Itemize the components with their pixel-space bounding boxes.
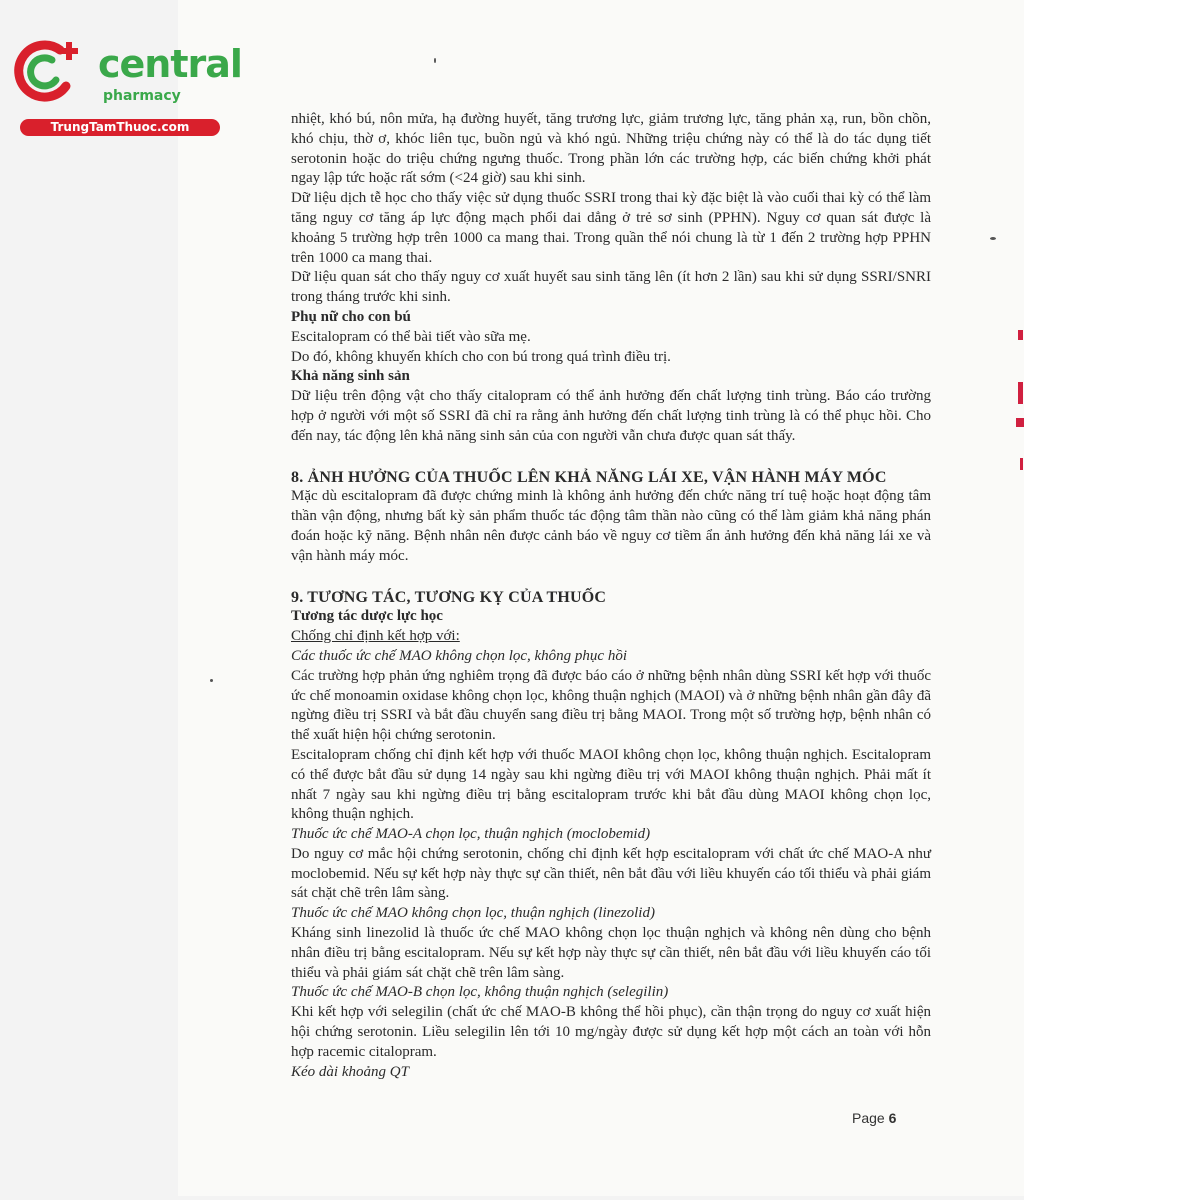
- central-pharmacy-logo-icon: [10, 38, 90, 108]
- paragraph: nhiệt, khó bú, nôn mửa, hạ đường huyết, tăng trương lực, giảm trương lực, tăng phản xạ, run, bồn chồn, khó chịu, thờ ơ, khóc liên tục, buồn ngủ và khó ngủ. Những triệu chứng này có thể là do tác dụng tiết serotonin hoặc do triệu chứng ngưng thuốc. Trong phần lớn các trường hợp, các biến chứng khởi phát ngay lập tức hoặc rất sớm (<24 giờ) sau khi sinh.: [291, 111, 931, 187]
- subheading-fertility: Khả năng sinh sản: [291, 368, 410, 385]
- page-margin: [1024, 0, 1200, 1200]
- paragraph: Escitalopram chống chỉ định kết hợp với thuốc MAOI không chọn lọc, không thuận nghịch. Escitalopram có thể được bắt đầu sử dụng 14 ngày sau khi ngừng điều trị với MAOI không thuận nghịch. Phải mất ít nhất 7 ngày sau khi ngừng điều trị bằng escitalopram trước khi bắt đầu dùng MAOI không chọn lọc, không thuận nghịch.: [291, 746, 931, 823]
- page-label: Page: [852, 1110, 885, 1126]
- scan-speck: [210, 679, 213, 682]
- page-number: [852, 1110, 896, 1126]
- paragraph: Do đó, không khuyến khích cho con bú trong quá trình điều trị.: [291, 348, 671, 365]
- italic-subheading: Kéo dài khoảng QT: [291, 1063, 409, 1080]
- logo-name: central: [98, 42, 242, 86]
- paragraph: Dữ liệu trên động vật cho thấy citalopram có thể ảnh hưởng đến chất lượng tinh trùng. Báo cáo trường hợp ở người với một số SSRI đã chỉ ra rằng ảnh hưởng đến chất lượng tinh trùng là có thể phục hồi. Cho đến nay, tác động lên khả năng sinh sản của con người vẫn chưa được quan sát thấy.: [291, 388, 931, 444]
- paragraph: Các trường hợp phản ứng nghiêm trọng đã được báo cáo ở những bệnh nhân dùng SSRI kết hợp với thuốc ức chế monoamin oxidase không chọn lọc, không thuận nghịch (MAOI) và ở những bệnh nhân gần đây đã ngừng điều trị SSRI và bắt đầu chuyển sang điều trị bằng MAOI. Trong một số trường hợp, bệnh nhân có thể xuất hiện hội chứng serotonin.: [291, 667, 931, 744]
- subheading-breastfeeding: Phụ nữ cho con bú: [291, 308, 411, 325]
- paragraph: Escitalopram có thể bài tiết vào sữa mẹ.: [291, 328, 531, 345]
- logo-url-link[interactable]: TrungTamThuoc.com: [20, 119, 220, 136]
- scan-mark: [1018, 330, 1023, 340]
- scan-speck: [990, 237, 996, 240]
- section-heading-8: 8. ẢNH HƯỞNG CỦA THUỐC LÊN KHẢ NĂNG LÁI XE, VẬN HÀNH MÁY MÓC: [291, 468, 887, 486]
- document-body: [291, 110, 931, 1082]
- paragraph: Dữ liệu dịch tễ học cho thấy việc sử dụng thuốc SSRI trong thai kỳ đặc biệt là vào cuối thai kỳ có thể làm tăng nguy cơ tăng áp lực động mạch phổi dai dẳng ở trẻ sơ sinh (PPHN). Nguy cơ quan sát được là khoảng 5 trường hợp trên 1000 ca mang thai. Trong quần thể nói chung là từ 1 đến 2 trường hợp PPHN trên 1000 ca mang thai.: [291, 190, 931, 266]
- subheading-pharmacodynamic: Tương tác dược lực học: [291, 608, 443, 625]
- brand-logo[interactable]: [10, 38, 242, 136]
- paragraph: Do nguy cơ mắc hội chứng serotonin, chống chỉ định kết hợp escitalopram với chất ức chế MAO-A như moclobemid. Nếu sự kết hợp này thực sự cần thiết, nên bắt đầu với liều khuyến cáo tối thiểu và phải giám sát chặt chẽ trên lâm sàng.: [291, 845, 931, 902]
- paragraph: Dữ liệu quan sát cho thấy nguy cơ xuất huyết sau sinh tăng lên (ít hơn 2 lần) sau khi sử dụng SSRI/SNRI trong tháng trước khi sinh.: [291, 269, 931, 306]
- paragraph: Kháng sinh linezolid là thuốc ức chế MAO không chọn lọc thuận nghịch và không nên dùng cho bệnh nhân điều trị bằng escitalopram. Nếu sự kết hợp này thực sự cần thiết, nên bắt đầu với liều khuyến cáo tối thiểu và phải giám sát chặt chẽ trên lâm sàng.: [291, 925, 931, 981]
- scan-mark: [1016, 418, 1024, 427]
- scan-mark: [1018, 382, 1023, 404]
- page-number-value: 6: [888, 1110, 897, 1126]
- paragraph: Mặc dù escitalopram đã được chứng minh là không ảnh hưởng đến chức năng trí tuệ hoặc hoạt động tâm thần vận động, nhưng bất kỳ sản phẩm thuốc tác động tâm thần nào cũng có thể làm giảm khả năng phán đoán hoặc kỹ năng. Bệnh nhân nên được cảnh báo về nguy cơ tiềm ẩn ảnh hưởng đến khả năng lái xe và vận hành máy móc.: [291, 488, 931, 564]
- paragraph: Khi kết hợp với selegilin (chất ức chế MAO-B không thể hồi phục), cần thận trọng do nguy cơ xuất hiện hội chứng serotonin. Liều selegilin lên tới 10 mg/ngày được sử dụng kết hợp một cách an toàn với hỗn hợp racemic citalopram.: [291, 1004, 931, 1060]
- italic-subheading: Các thuốc ức chế MAO không chọn lọc, không phục hồi: [291, 647, 628, 664]
- logo-subtitle: pharmacy: [103, 88, 181, 104]
- italic-subheading: Thuốc ức chế MAO không chọn lọc, thuận nghịch (linezolid): [291, 905, 655, 922]
- italic-subheading: Thuốc ức chế MAO-B chọn lọc, không thuận nghịch (selegilin): [291, 984, 669, 1001]
- contraindication-label: Chống chỉ định kết hợp với:: [291, 628, 460, 645]
- italic-subheading: Thuốc ức chế MAO-A chọn lọc, thuận nghịch (moclobemid): [291, 826, 651, 843]
- scan-mark: [1020, 458, 1023, 470]
- scan-speck: [434, 58, 436, 63]
- section-heading-9: 9. TƯƠNG TÁC, TƯƠNG KỴ CỦA THUỐC: [291, 588, 607, 606]
